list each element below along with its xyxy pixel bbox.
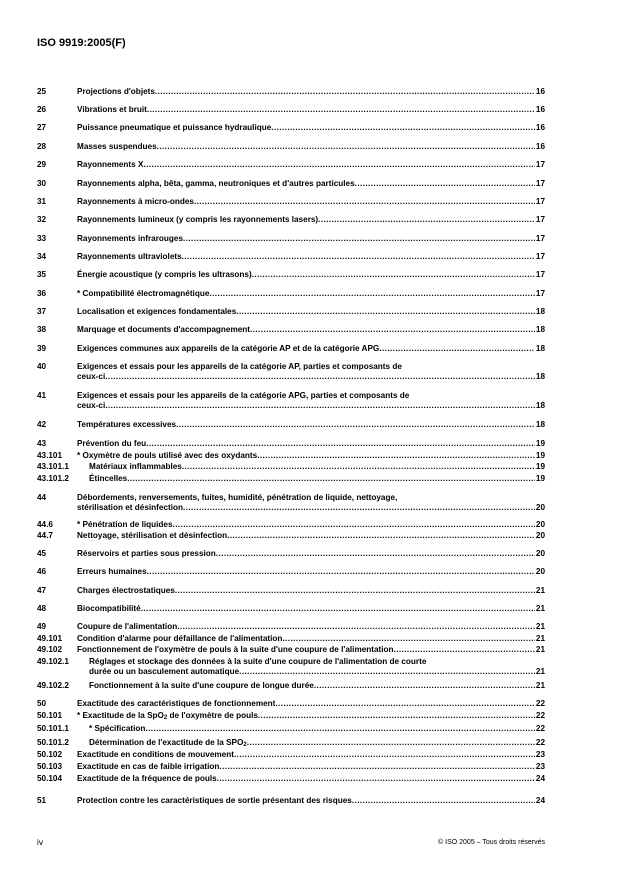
toc-entry-number: 50.101.2 xyxy=(37,738,69,747)
toc-entry-title: Détermination de l'exactitude de la $SPO_2$ xyxy=(89,738,247,748)
toc-entry-number: 28 xyxy=(37,142,47,151)
toc-entry-number: 48 xyxy=(37,604,47,613)
toc-entry-number: 44.6 xyxy=(37,520,53,529)
dot-leader xyxy=(275,699,535,709)
dot-leader xyxy=(216,549,535,559)
toc-entry-number: 41 xyxy=(37,391,47,400)
toc-entry-page: 20 xyxy=(535,520,545,529)
dot-leader xyxy=(145,724,534,734)
toc-entry-page: 19 xyxy=(535,462,545,471)
dot-leader xyxy=(143,160,534,170)
page-number: iv xyxy=(37,837,44,847)
toc-entry-page: 20 xyxy=(535,503,545,512)
toc-entry-page: 17 xyxy=(535,252,545,261)
dot-leader xyxy=(236,307,535,317)
toc-entry-title-line: Exigences et essais pour les appareils de la catégorie APG, parties et composants de xyxy=(77,391,410,400)
dot-leader xyxy=(146,439,535,449)
toc-entry-title: Erreurs humaines xyxy=(77,567,147,576)
toc-entry-title: Masses suspendues xyxy=(77,142,157,151)
toc-entry-number: 50.103 xyxy=(37,762,63,771)
toc-entry-number: 43 xyxy=(37,439,47,448)
document-header: ISO 9919:2005(F) xyxy=(37,37,126,49)
toc-entry-page: 24 xyxy=(535,796,545,805)
toc-entry-title: Matériaux inflammables xyxy=(89,462,182,471)
toc-entry-page: 19 xyxy=(535,474,545,483)
toc-entry-number: 51 xyxy=(37,796,47,805)
toc-entry-page: 17 xyxy=(535,160,545,169)
dot-leader xyxy=(176,420,535,430)
toc-entry-title: Biocompatibilité xyxy=(77,604,141,613)
toc-entry-number: 49.101 xyxy=(37,634,63,643)
toc-entry-number: 49.102 xyxy=(37,645,63,654)
toc-entry-page: 18 xyxy=(535,401,545,410)
toc-entry-number: 49.102.2 xyxy=(37,681,69,690)
dot-leader xyxy=(219,762,534,772)
toc-entry-number: 44.7 xyxy=(37,531,53,540)
toc-entry-page: 24 xyxy=(535,774,545,783)
toc-entry-page: 18 xyxy=(535,344,545,353)
toc-entry-number: 27 xyxy=(37,123,47,132)
toc-entry-page: 17 xyxy=(535,179,545,188)
toc-entry-title: stérilisation et désinfection xyxy=(77,503,184,512)
toc-entry-title: * Compatibilité électromagnétique xyxy=(77,289,210,298)
toc-entry-title: Exactitude en cas de faible irrigation xyxy=(77,762,220,771)
toc-entry-number: 40 xyxy=(37,362,47,371)
dot-leader xyxy=(217,774,535,784)
toc-entry-number: 50.102 xyxy=(37,750,63,759)
toc-entry-title: Rayonnements alpha, bêta, gamma, neutroniques et d'autres particules xyxy=(77,179,355,188)
dot-leader xyxy=(247,738,535,748)
dot-leader xyxy=(271,123,535,133)
toc-entry-title: Puissance pneumatique et puissance hydraulique xyxy=(77,123,272,132)
dot-leader xyxy=(258,711,535,721)
toc-entry-title: Réservoirs et parties sous pression xyxy=(77,549,216,558)
dot-leader xyxy=(177,622,535,632)
copyright-notice: © ISO 2005 – Tous droits réservés xyxy=(438,839,545,846)
toc-entry-page: 17 xyxy=(535,234,545,243)
toc-entry-title: Rayonnements X xyxy=(77,160,144,169)
toc-entry-title: Rayonnements lumineux (y compris les rayonnements lasers) xyxy=(77,215,319,224)
toc-entry-number: 46 xyxy=(37,567,47,576)
toc-entry-title: durée ou un basculement automatique xyxy=(89,667,240,676)
toc-entry-title: Exigences communes aux appareils de la catégorie AP et de la catégorie APG xyxy=(77,344,380,353)
toc-entry-number: 36 xyxy=(37,289,47,298)
toc-entry-title: Marquage et documents d'accompagnement xyxy=(77,325,251,334)
toc-entry-page: 18 xyxy=(535,325,545,334)
toc-entry-page: 21 xyxy=(535,622,545,631)
toc-entry-number: 29 xyxy=(37,160,47,169)
toc-entry-number: 31 xyxy=(37,197,47,206)
toc-entry-number: 50.101.1 xyxy=(37,724,69,733)
toc-entry-title: Localisation et exigences fondamentales xyxy=(77,307,237,316)
dot-leader xyxy=(355,179,535,189)
toc-entry-title: Coupure de l'alimentation xyxy=(77,622,178,631)
toc-entry-title: Exactitude en conditions de mouvement xyxy=(77,750,234,759)
dot-leader xyxy=(147,567,535,577)
toc-entry-number: 42 xyxy=(37,420,47,429)
toc-entry-title: Charges électrostatiques xyxy=(77,586,175,595)
toc-entry-page: 21 xyxy=(535,645,545,654)
toc-entry-page: 17 xyxy=(535,270,545,279)
toc-entry-number: 33 xyxy=(37,234,47,243)
toc-entry-title: ceux-ci xyxy=(77,401,106,410)
toc-entry-page: 17 xyxy=(535,197,545,206)
toc-entry-number: 35 xyxy=(37,270,47,279)
toc-entry-number: 32 xyxy=(37,215,47,224)
toc-entry-page: 21 xyxy=(535,681,545,690)
toc-entry-page: 22 xyxy=(535,699,545,708)
toc-entry-page: 23 xyxy=(535,762,545,771)
toc-entry-page: 21 xyxy=(535,604,545,613)
dot-leader xyxy=(183,234,535,244)
toc-entry-title: Rayonnements infrarouges xyxy=(77,234,184,243)
dot-leader xyxy=(318,215,535,225)
dot-leader xyxy=(379,344,535,354)
dot-leader xyxy=(352,796,535,806)
toc-entry-page: 19 xyxy=(535,439,545,448)
dot-leader xyxy=(175,586,535,596)
toc-entry-title-line: Réglages et stockage des données à la suite d'une coupure de l'alimentation de courte xyxy=(89,657,427,666)
dot-leader xyxy=(127,474,535,484)
dot-leader xyxy=(394,645,535,655)
toc-entry-title: Vibrations et bruit xyxy=(77,105,147,114)
toc-entry-number: 50.104 xyxy=(37,774,63,783)
dot-leader xyxy=(182,462,535,472)
toc-entry-number: 25 xyxy=(37,87,47,96)
dot-leader xyxy=(173,520,535,530)
toc-entry-title: Étincelles xyxy=(89,474,128,483)
toc-entry-page: 22 xyxy=(535,711,545,720)
toc-entry-page: 22 xyxy=(535,724,545,733)
toc-entry-number: 47 xyxy=(37,586,47,595)
toc-entry-number: 44 xyxy=(37,493,47,502)
dot-leader xyxy=(250,325,535,335)
toc-entry-title: Protection contre les caractéristiques de sortie présentant des risques xyxy=(77,796,352,805)
toc-entry-number: 50.101 xyxy=(37,711,63,720)
toc-entry-page: 16 xyxy=(535,123,545,132)
toc-entry-page: 21 xyxy=(535,667,545,676)
toc-entry-title: Températures excessives xyxy=(77,420,177,429)
dot-leader xyxy=(147,105,535,115)
toc-entry-title: ceux-ci xyxy=(77,372,106,381)
dot-leader xyxy=(257,451,535,461)
toc-entry-page: 20 xyxy=(535,567,545,576)
toc-entry-number: 43.101.1 xyxy=(37,462,69,471)
toc-entry-title: Exactitude des caractéristiques de fonctionnement xyxy=(77,699,276,708)
toc-entry-title: Fonctionnement de l'oxymètre de pouls à la suite d'une coupure de l'alimentation xyxy=(77,645,394,654)
dot-leader xyxy=(227,531,535,541)
toc-entry-number: 26 xyxy=(37,105,47,114)
toc-entry-number: 45 xyxy=(37,549,47,558)
dot-leader xyxy=(155,87,535,97)
dot-leader xyxy=(314,681,535,691)
toc-entry-title-line: Débordements, renversements, fuites, humidité, pénétration de liquide, nettoyage, xyxy=(77,493,398,502)
toc-entry-title: Condition d'alarme pour défaillance de l'alimentation xyxy=(77,634,283,643)
dot-leader xyxy=(183,503,535,513)
toc-entry-page: 20 xyxy=(535,549,545,558)
toc-entry-title: Nettoyage, stérilisation et désinfection xyxy=(77,531,228,540)
dot-leader xyxy=(239,667,535,677)
toc-entry-title: Projections d'objets xyxy=(77,87,155,96)
toc-entry-page: 20 xyxy=(535,531,545,540)
toc-entry-page: 18 xyxy=(535,372,545,381)
dot-leader xyxy=(141,604,535,614)
toc-entry-title-line: Exigences et essais pour les appareils de la catégorie AP, parties et composants de xyxy=(77,362,402,371)
toc-entry-page: 23 xyxy=(535,750,545,759)
toc-entry-title: * Oxymètre de pouls utilisé avec des oxydants xyxy=(77,451,258,460)
toc-entry-number: 49 xyxy=(37,622,47,631)
toc-entry-page: 21 xyxy=(535,634,545,643)
toc-entry-page: 21 xyxy=(535,586,545,595)
dot-leader xyxy=(105,401,535,411)
toc-entry-number: 49.102.1 xyxy=(37,657,69,666)
toc-entry-title: Fonctionnement à la suite d'une coupure de longue durée xyxy=(89,681,314,690)
dot-leader xyxy=(209,289,535,299)
toc-entry-number: 50 xyxy=(37,699,47,708)
toc-entry-number: 39 xyxy=(37,344,47,353)
dot-leader xyxy=(282,634,534,644)
toc-entry-number: 30 xyxy=(37,179,47,188)
dot-leader xyxy=(234,750,535,760)
toc-entry-number: 37 xyxy=(37,307,47,316)
dot-leader xyxy=(194,197,535,207)
toc-entry-page: 18 xyxy=(535,307,545,316)
toc-entry-page: 16 xyxy=(535,142,545,151)
toc-entry-page: 16 xyxy=(535,87,545,96)
toc-entry-page: 17 xyxy=(535,215,545,224)
toc-entry-title: Rayonnements ultraviolets xyxy=(77,252,182,261)
toc-entry-number: 38 xyxy=(37,325,47,334)
dot-leader xyxy=(182,252,535,262)
toc-entry-title: Énergie acoustique (y compris les ultrasons) xyxy=(77,270,252,279)
toc-entry-title: Prévention du feu xyxy=(77,439,147,448)
toc-entry-page: 18 xyxy=(535,420,545,429)
toc-entry-number: 43.101 xyxy=(37,451,63,460)
toc-entry-page: 17 xyxy=(535,289,545,298)
toc-entry-page: 19 xyxy=(535,451,545,460)
toc-entry-title: Rayonnements à micro-ondes xyxy=(77,197,194,206)
toc-entry-title: * Spécification xyxy=(89,724,146,733)
toc-entry-number: 34 xyxy=(37,252,47,261)
toc-entry-page: 16 xyxy=(535,105,545,114)
toc-entry-title: * Exactitude de la SpO$_2$ de l'oxymètre de pouls xyxy=(77,711,258,721)
dot-leader xyxy=(157,142,535,152)
toc-entry-title: Exactitude de la fréquence de pouls xyxy=(77,774,217,783)
toc-entry-number: 43.101.2 xyxy=(37,474,69,483)
toc-entry-page: 22 xyxy=(535,738,545,747)
toc-entry-title: * Pénétration de liquides xyxy=(77,520,173,529)
dot-leader xyxy=(252,270,535,280)
dot-leader xyxy=(105,372,535,382)
